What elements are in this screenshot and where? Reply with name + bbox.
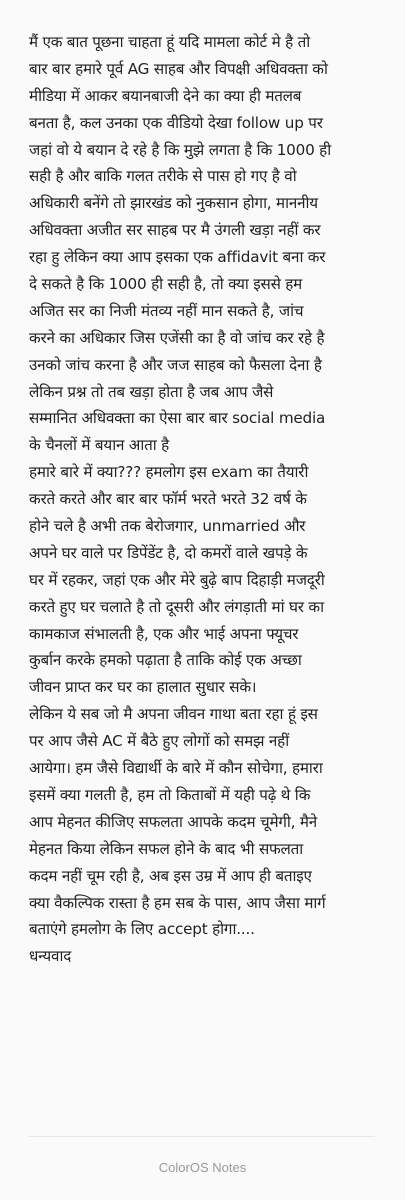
note-line: आप मेहनत कीजिए सफलता आपके कदम चूमेगी, मैने bbox=[29, 812, 318, 831]
note-line: लेकिन ये सब जो मै अपना जीवन गाथा बता रहा हूं इस bbox=[29, 705, 318, 724]
note-body[interactable] bbox=[29, 29, 381, 970]
note-line: कुर्बान करके हमको पढ़ाता है ताकि कोई एक अच्छा bbox=[29, 651, 302, 670]
app-watermark: ColorOS Notes bbox=[158, 1160, 247, 1175]
note-line: जीवन प्राप्त कर घर का हालात सुधार सके। bbox=[29, 678, 257, 697]
note-line: आयेगा। हम जैसे विद्यार्थी के बारे में कौन सोचेगा, हमारा bbox=[29, 759, 323, 778]
note-line: के चैनलों में बयान आता है bbox=[29, 436, 170, 455]
note-line: कामकाज संभालती है, एक और भाई अपना फ्यूचर bbox=[29, 624, 299, 643]
note-line: हमारे बारे में क्या??? हमलोग इस exam का तैयारी bbox=[29, 463, 309, 482]
note-line: अधिवक्ता अजीत सर साहब पर मै उंगली खड़ा नहीं कर bbox=[29, 221, 321, 240]
note-line: क्या वैकल्पिक रास्ता है हम सब के पास, आप जैसा मार्ग bbox=[29, 893, 326, 912]
note-line: दे सकते है कि 1000 ही सही है, तो क्या इससे हम bbox=[29, 275, 303, 294]
note-line: बनता है, कल उनका एक वीडियो देखा follow up पर bbox=[29, 113, 323, 132]
note-line: बताएंगे हमलोग के लिए accept होगा.... bbox=[29, 920, 255, 939]
note-line: पर आप जैसे AC में बैठे हुए लोगों को समझ नहीं bbox=[29, 732, 289, 751]
note-line: अधिकारी बनेंगे तो झारखंड को नुकसान होगा, माननीय bbox=[29, 194, 318, 213]
note-line: उनको जांच करना है और जज साहब को फैसला देना है bbox=[29, 355, 322, 374]
note-line: सही है और बाकि गलत तरीके से पास हो गए है वो bbox=[29, 167, 297, 186]
note-line: मीडिया में आकर बयानबाजी देने का क्या ही मतलब bbox=[29, 86, 302, 105]
note-line: करने का अधिकार जिस एजेंसी का है वो जांच कर रहे है bbox=[29, 328, 325, 347]
note-line: अजित सर का निजी मंतव्य नहीं मान सकते है, जांच bbox=[29, 301, 304, 320]
note-line: रहा हु लेकिन क्या आप इसका एक affidavit बना कर bbox=[29, 248, 326, 267]
note-line: कदम नहीं चूम रही है, अब इस उम्र में आप ही बताइए bbox=[29, 866, 312, 885]
note-line: धन्यवाद bbox=[29, 947, 72, 966]
note-line: मैं एक बात पूछना चाहता हूं यदि मामला कोर्ट मे है तो bbox=[29, 33, 310, 51]
note-line: करते करते और बार बार फॉर्म भरते भरते 32 वर्ष के bbox=[29, 490, 307, 509]
note-line: लेकिन प्रश्न तो तब खड़ा होता है जब आप जैसे bbox=[29, 382, 274, 401]
note-line: होने चले है अभी तक बेरोजगार, unmarried और bbox=[29, 517, 306, 536]
note-line: जहां वो ये बयान दे रहे है कि मुझे लगता है कि 1000 ही bbox=[29, 140, 331, 159]
footer-divider bbox=[29, 1136, 375, 1137]
note-line: इसमें क्या गलती है, हम तो किताबों में यही पढ़े थे कि bbox=[29, 785, 311, 804]
note-line: बार बार हमारे पूर्व AG साहब और विपक्षी अधिवक्ता को bbox=[29, 59, 328, 78]
note-line: अपने घर वाले पर डिपेंडेंट है, दो कमरों वाले खपड़े के bbox=[29, 543, 308, 562]
note-line: घर में रहकर, जहां एक और मेरे बुढ़े बाप दिहाड़ी मजदूरी bbox=[29, 570, 325, 589]
note-line: मेहनत किया लेकिन सफल होने के बाद भी सफलता bbox=[29, 839, 304, 858]
note-line: करते हुए घर चलाते है तो दूसरी और लंगड़ाती मां घर का bbox=[29, 597, 324, 616]
note-line: सम्मानित अधिवक्ता का ऐसा बार बार social media bbox=[29, 409, 326, 428]
